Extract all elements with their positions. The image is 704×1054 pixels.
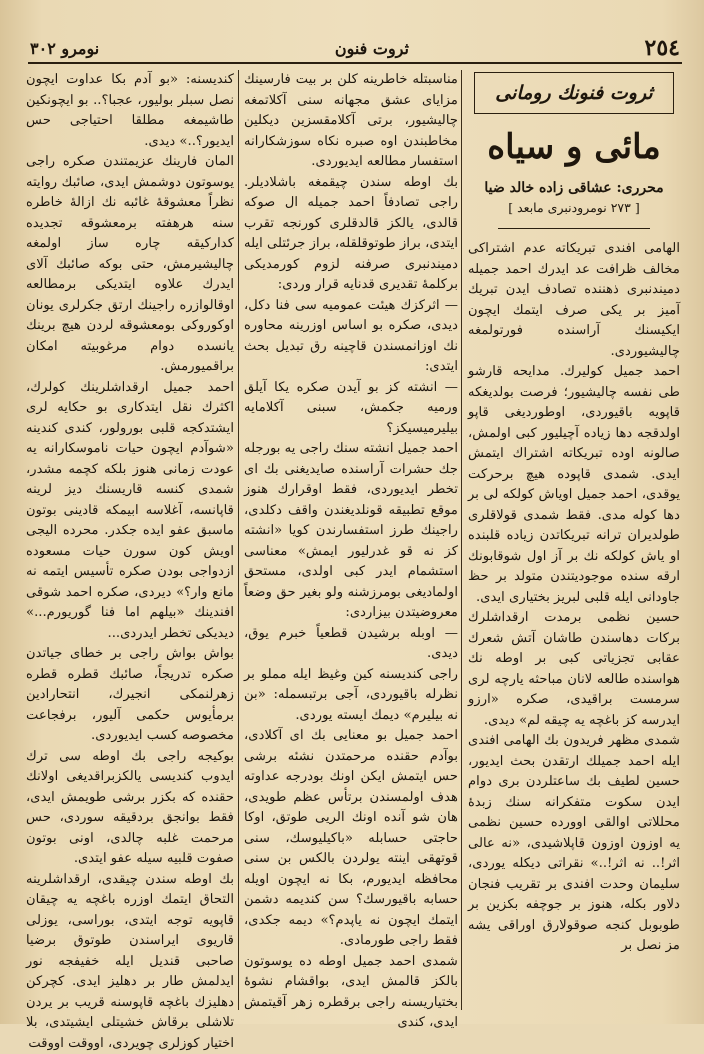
paragraph: احمد جمیل انشته سنك راجی یه بورجله جك حشرات آراسنده صایدیغنی بك ای تخطر ایدیوردی، فقط اوقرارك هنوز موقع تطبیقه قونلدیغندن واقف دکلدی، راجینك طرز استفسارندن کویا «انشته کز نه قو غدرلیور ایمش» معناسی استشمام ایدر کبی اولدی، مستحق اولمادیغی بومرزشنه ولو بغیر حق وضعاً معروضیتدن بیزاردی: [244,439,458,624]
issue-number: نومرو ٣٠٢ [30,39,99,58]
paragraph: — اثرکزك هیئت عمومیه سی فنا دکل، دیدی، صکره بو اساس اوزرینه محاوره نك اوزانمسندن قاچینه رق تبدیل بحث ایتدی: [244,296,458,378]
paragraph: احمد جمیل ارقداشلرینك کولرك، اکثرك نقل ایتدکاری بو حکایه لری ایشتدکجه قلبی بورولور، کندی کندینه «شوآدم ایچون حیات ناموسکارانه یه عودت زمانی هنوز بلکه کچمه مشدر، شمدی کنسه قاریسنك دیز لرینه قاپانسه، آغلاسه ابیمکه قادینی بوتون ماسبق عفو ایده جکدر. محرده الیجی اویش کون سورن حیات مسعوده ازدواجی بودن صکره تأسیس ایتمه نه مانع وار؟» دیردی، صکره احمد شوقی افندینك «بیلهم اما فنا گوریورم...» دیدیکی تخطر ایدردی... [26,378,234,645]
header-rule [28,62,682,64]
paragraph: بك اوطه سندن چیقمغه باشلادیلر. راجی تصادفاً احمد جمیله ال صوکه قالدی، یالکز قالدقلری کورنجه تقرب ایتدی، براز طوتوقلقله، براز جرئتلی ایله دمیندنبری صرفنه لزوم کورمدیکی برکلمۀ تقدیری قدنایه قرار وردی: [244,173,458,296]
continuation-note: [ ٢٧٣ نومرودنبری مابعد ] [468,198,680,218]
paragraph: بوکیجه راجی بك اوطه سی ترك ایدوب کندیسی یالکزبراقدیغی اولانك حقنده که بکزر برشی طویمش ایدی، فقط بوانجق بردقیقه سوردی، حس مرحمت غلبه چالدی، اونی بوتون صفوت قلبیه سیله عفو ایتدی. [26,747,234,870]
paragraph: — انشته کز بو آیدن صکره یکا آیلق ورمیه جکمش، سبنی آکلامایه بیلیرمیسیکز؟ [244,378,458,440]
paragraph: کندیسنه: «بو آدم بکا عداوت ایچون نصل سبلر بولیور، عجبا؟.. بو ایچونکین طاشیمغه مطلقا احتیاجی حس ایدیور؟..» دیدی. [26,70,234,152]
column-divider [461,70,462,1010]
paragraph: احمد جمیل کولیرك. مدایحه قارشو طی نفسه چالیشیور؛ فرصت بولدیغکه قاپویه باقیوردی، اوطوردیغی قاپو اولدقجه دها زیاده آچیلیور کبی اولمش، صالونه اوده تبریکاته اشتراك ایتمش ایدی. شمدی قاپوده هیچ برحرکت یوقدی، احمد جمیل اویاش کولکه لی بر دها کوله مدی. فقط شمدی قولاقلری طولدیران ترانه تبریکاتدن زیاده قلبنده او یاش کولکه نك بر آز اول شوقابونك ارقه سنده موجودیتندن متولد بر حظ جاودانی ایله قلبی لبریز بختیاری ایدی. [468,362,680,608]
column-left [26,70,234,1010]
paragraph: شمدی احمد جمیل اوطه ده یوسوتون بالکز قالمش ایدی، بواقشام نشوۀ بختیاریسنه راجی برقطره زهر آقیتمش ایدی، کندی [244,952,458,1034]
paragraph: بك اوطه سندن چیقدی، ارقداشلرینه التحاق ایتمك اوزره باغچه یه چیقان قاپویه توجه ایتدی، بوراسی، یوزلی قاریوی ایراسندن طوتوق برضیا صاحبی قندیل ایله خفیفجه نور ایدلمش طار بر دهلیز ایدی. کچرکن دهلیزك باغچه قاپوسنه قریب بر یردن تلاشلی برقاش خشیتلی ایشیتدی، بلا اختیار کوزلری چویردی، اووقت اووقت [26,870,234,1054]
paragraph: شمدی مظهر فریدون بك الهامی افندی ایله احمد جمیلك ارتقدن بحث ایدیور، حسین لطیف بك ساعتلردن بری دوام ایدن سکوت متفکرانه سنك زبدۀ محللاتی اوالقی اوورده حسین نظمی یه اوزون اوزون قاپلاشیدی، «نه عالی اثر!.. نه اثر!..» نقراتی دیکله یوردی، سلیمان وحدت افندی بر تقریب فنجان دلاور بکله، هنوز بر جوچفه بکزین بر طوبوبل کنجه صوقولارق اوراقی یشه مز نصل بر [468,731,680,957]
paragraph: حسین نظمی برمدت ارقداشلرك برکات دهاسندن طاشان آتش شعرك عقابی تجزیاتی کبی بر اوطه نك هواسنده طالعه لانان مباحثه یارچه لری سرمست براقیدی، صکره «ارزو ایدرسه کز باغچه یه چیقه لم» دیدی. [468,608,680,731]
paragraph: — اوبله برشیدن قطعیاً خبرم یوق، دیدی. [244,624,458,665]
paragraph: بواش بواش راجی بر خطای جیاتدن صکره تدریجاً، صائبك قطره قطره زهرلنمکی انجیرك، انتحارادین برمأیوس حکمی آلیور، برفجاعت مخصوصه کسب ایدیوردی. [26,644,234,747]
paragraph: راجی کندیسنه کین وغیظ ایله مملو بر نظرله باقیوردی، آجی برتبسمله: «بن نه بیلیرم» دیمك ایسته یوردی. [244,665,458,727]
paragraph: الهامی افندی تبریکاته عدم اشتراکی مخالف ظرافت عد ایدرك احمد جمیله دمیندنبری ذهننده تصادف ایدن تبریك آمیز بر یکی صرف ایتمك ایچون ایکیسنك آراسنده فورتولمغه چالیشیوردی. [468,239,680,362]
series-heading [474,72,674,114]
column-middle [244,70,458,1010]
page-number: ٢٥٤ [645,35,680,61]
paragraph: المان فارینك عزیمتندن صکره راجی یوسوتون دوشمش ایدی، صائبك روایته نظراً معشوقۀ غائبه نك ازالۀ خاطره سنه هرهفته برمعشوقه تجدیده کدارکیقه چاره ساز اولمغه چالیشیرمش، حتی بوکه صائبك آلای ایدرك علاوه ایتدیکی برمطالعه اوقالوازره راجینك ارتق جکرلری یونان اوکوروکی بومعشوقه لردن هیچ برینك یانسده دوام مرغوبیته امکان براقمیورمش. [26,152,234,378]
byline: محرری: عشاقی زاده خالد ضیا [468,178,680,198]
magazine-title: ثروت فنون [335,39,409,58]
story-title: مائی و سیاه [468,124,680,170]
page-header [30,34,680,62]
paragraph: احمد جمیل بو معنایی بك ای آکلادی، بوآدم حقنده مرحمتدن نشئه برشی حس ایتمش ایکن اونك بودرجه عداوته هدف اولمسندن برتأس عظم طویدی، هان شو آنده اونك الریی طوتق، اوکا حاجتی حسابله «باکیلیوسك، سنی قوتهقی اینته یولردن بالکس بن سنی محافظه ایدیورم، بکا نه ایچون اویله حسابه باقیورسك؟ سن کندیمه دشمن ایتمك ایچون نه یاپدم؟» دیمه جکدی، فقط راجی طورمادی. [244,726,458,952]
column-right [468,70,680,1010]
series-title: ثروت فنونك رومانی [495,83,652,104]
column-divider [238,70,239,1010]
title-rule [498,228,650,229]
paragraph: مناسبتله خاطرینه کلن بر بیت فارسینك مزایای عشق مجهانه سنی آکلاتمغه چالیشیور، برتی آکلامقسزین دیکلین مخاطبندن اوه صبره نکاه سوزشکارانه استفسار مطالعه ایدیوردی. [244,70,458,173]
